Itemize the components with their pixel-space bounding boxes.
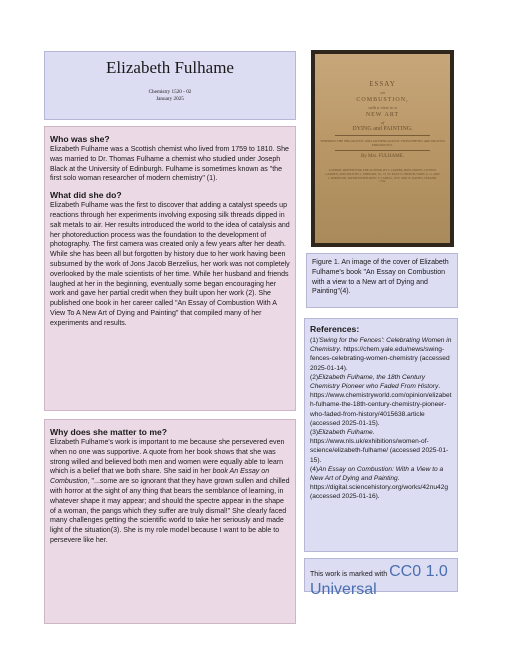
book-cover-image [311,50,454,247]
reference-item [310,465,452,502]
license-link[interactable]: CC0 1.0 Universal [310,563,448,598]
cover-subtitle: WHEREIN THE PHLOGISTIC AND ANTIPHLOGISTIC HYPOTHESES ARE PROVED ERRONEOUS. [320,139,445,147]
date-label: January 2025 [156,96,184,102]
cover-rule-2 [335,150,430,151]
cover-dying: DYING and PAINTING. [352,126,413,132]
cover-new-art: NEW ART [365,112,400,118]
why-body-start: Elizabeth Fulhame's work is important to me because she persevered even when no one was supportive. A quote from her book shows that she was strong willed and believed both men and women were equally able to learn which is a belief that we both share. She said in her [50,439,285,476]
reference-title: Elizabeth Fulhame, the 18th Century Chemistry Pioneer who Faded From History [310,373,439,391]
what-body: Elizabeth Fulhame was the first to discover that adding a catalyst speeds up reactions through her experiments involving exposing silk threads dipped in salt metals to air. Her results introduced the world to the idea of catalysis and her photoreduction process was the foundation to the development of photography. The first camera was created only a few years after her death. While she has been all but forgotten by history due to her work having been subsumed by the work of Jons Jacob Berzelius, her work was not completely overlooked by the male scientists of her time. While her husband and friends laughed at her in the beginning, eventually some began encouraging her work and gave her partial credit when they built upon her work (2). She published one book in her career called "An Essay of Combustion With A View To A New Art of Dying and Painting" that compiled many of her experiments and results. [50,202,290,327]
reference-title: 'Swing for the Fences': Celebrating Women in Chemistry [310,337,452,354]
reference-number: (4) [310,465,319,473]
reference-url: . https://digital.sciencehistory.org/works/42nu42g (accessed 2025-01-16). [310,475,449,501]
who-body: Elizabeth Fulhame was a Scottish chemist who lived from 1759 to 1810. She was married to Dr. Thomas Fulhame a chemist who studied under Joseph Black at the University of Edinburgh. Fulhame is sometimes known as "the first solo woman researcher of modern chemistry" (1). [50,146,289,183]
why-body [50,438,290,546]
book-cover [315,54,450,243]
reference-number: (1) [310,337,319,344]
reference-number: (3) [310,429,319,437]
reference-item [310,428,452,465]
page-title: Elizabeth Fulhame [106,58,234,77]
why-body-book: book An Essay on Combustion [50,468,270,486]
course-label: Chemistry 1520 - 02 [148,89,192,95]
reference-url: . https://www.chemistryworld.com/opinion/elizabeth-fulhame-the-18th-century-chemistry-pioneer-who-faded-from-history/4015638.article (accessed 2025-01-15). [310,383,452,427]
caption-text: Figure 1. An image of the cover of Elizabeth Fulhame's book "An Essay on Combustion with a view to a New art of Dying and Painting"(4). [312,259,449,296]
cover-imprint: LONDON: PRINTED FOR THE AUTHOR, BY J. COOPER, BOW-STREET, COVENT GARDEN. AND SOLD BY J. JOHNSON, No. 72, ST. PAUL'S CHURCH-YARD; G. G. AND J. ROBINSON, PATERNOSTER-ROW; T. CADELL, JUN. AND W. DAVIES, STRAND. 1794. [325,168,440,184]
license-prefix: This work is marked with [310,571,390,578]
cover-essay: ESSAY [369,80,396,88]
why-heading: Why does she matter to me? [50,427,167,437]
cover-rule [335,135,430,136]
cover-view: with a view to a [368,105,397,110]
why-body-end: , "...some are so ignorant that they have grown sullen and chilled with horror at the sight of any thing that bears the semblance of learning, in whatever shape it may appear; and should the spectre appear in the shape of a woman, the pangs which they suffer are truly dismal!" She clearly faced many challenges getting the scientific world to take her seriously and made light of the situation(3). She is my role model because I want to be able to persevere like her. [50,478,290,544]
reference-title: An Essay on Combustion: With a View to a New Art of Dying and Painting [310,465,444,483]
cover-combustion: COMBUSTION, [356,97,409,103]
cover-of: of [380,120,385,125]
reference-title: Elizabeth Fulhame [318,429,373,437]
title-box [44,51,296,120]
references-heading: References: [310,324,360,334]
why-section [44,419,296,624]
reference-item [310,373,452,428]
references-box [304,318,458,552]
cover-author: By Mrs. FULHAME. [360,154,405,159]
who-heading: Who was she? [50,134,110,144]
cover-on: on [380,90,385,95]
reference-url: . https://chem.yale.edu/news/swing-fences-celebrating-women-chemistry (accessed 2025-01-14). [310,346,450,372]
reference-item [310,336,452,373]
license-box [304,558,458,598]
what-heading: What did she do? [50,190,122,201]
reference-url: . https://www.nls.uk/exhibitions/women-of-science/elizabeth-fulhame/ (accessed 2025-01-15). [310,429,449,464]
figure-caption [306,253,458,308]
bio-section [44,126,296,411]
reference-number: (2) [310,373,319,381]
